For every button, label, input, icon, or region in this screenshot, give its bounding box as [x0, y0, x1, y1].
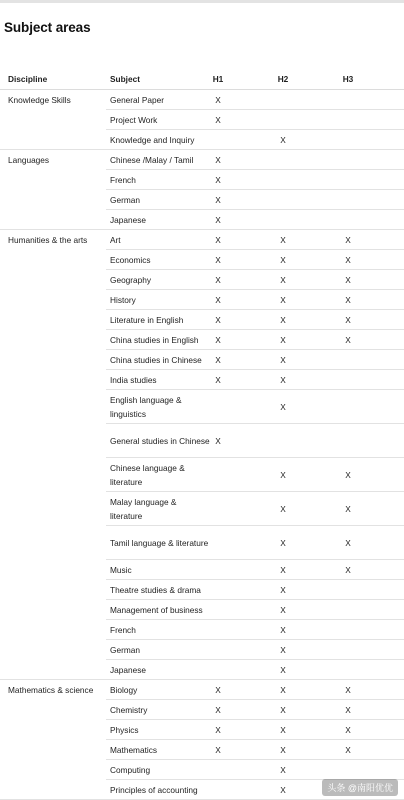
table-row — [0, 170, 404, 190]
h2-cell: X — [280, 645, 286, 655]
discipline-cell — [8, 600, 106, 620]
h2-cell: X — [280, 315, 286, 325]
table-row — [0, 250, 404, 270]
h1-cell — [212, 526, 224, 560]
discipline-cell — [8, 660, 106, 680]
h3-cell: X — [345, 685, 351, 695]
header-subject: Subject — [110, 73, 140, 84]
subject-cell: China studies in Chinese — [110, 355, 202, 365]
discipline-cell — [8, 250, 106, 270]
table-row — [0, 330, 404, 350]
table-row — [0, 580, 404, 600]
discipline-cell — [8, 580, 106, 600]
subject-cell: General studies in Chinese — [110, 436, 210, 446]
h1-cell — [212, 600, 224, 620]
discipline-cell — [8, 740, 106, 760]
h1-cell: X — [215, 436, 221, 446]
h1-cell: X — [215, 315, 221, 325]
subject-cell: Art — [110, 235, 121, 245]
subject-cell: French — [110, 625, 136, 635]
h2-cell: X — [280, 625, 286, 635]
h2-cell: X — [280, 705, 286, 715]
table-row — [0, 492, 404, 526]
discipline-cell — [8, 780, 106, 800]
discipline-cell — [8, 458, 106, 492]
subject-cell: Mathematics — [110, 745, 158, 755]
h3-cell — [342, 760, 354, 780]
table-row — [0, 150, 404, 170]
subject-cell: Chinese language & literature — [110, 463, 185, 487]
h1-cell — [212, 660, 224, 680]
h2-cell: X — [280, 275, 286, 285]
h3-cell — [342, 190, 354, 210]
table-row — [0, 620, 404, 640]
table-row — [0, 560, 404, 580]
discipline-cell — [8, 424, 106, 458]
table-row — [0, 660, 404, 680]
h3-cell: X — [345, 235, 351, 245]
h2-cell — [277, 150, 289, 170]
subject-cell: Chemistry — [110, 705, 148, 715]
h2-cell — [277, 210, 289, 230]
h1-cell: X — [215, 215, 221, 225]
h1-cell: X — [215, 335, 221, 345]
discipline-cell — [8, 110, 106, 130]
h2-cell — [277, 110, 289, 130]
h1-cell: X — [215, 355, 221, 365]
discipline-cell — [8, 210, 106, 230]
h3-cell — [342, 640, 354, 660]
h2-cell — [277, 170, 289, 190]
discipline-cell — [8, 310, 106, 330]
h3-cell: X — [345, 470, 351, 480]
h3-cell — [342, 210, 354, 230]
table-row — [0, 270, 404, 290]
h2-cell: X — [280, 765, 286, 775]
h2-cell: X — [280, 504, 286, 514]
subject-cell: Knowledge and Inquiry — [110, 135, 195, 145]
subject-cell: German — [110, 645, 140, 655]
discipline-cell — [8, 390, 106, 424]
subject-cell: Japanese — [110, 665, 146, 675]
h2-cell: X — [280, 402, 286, 412]
discipline-cell — [8, 350, 106, 370]
h2-cell: X — [280, 785, 286, 795]
h1-cell — [212, 492, 224, 526]
subject-cell: Computing — [110, 765, 151, 775]
subject-cell: India studies — [110, 375, 157, 385]
h3-cell — [342, 130, 354, 150]
table-row — [0, 700, 404, 720]
discipline-cell — [8, 190, 106, 210]
h1-cell: X — [215, 745, 221, 755]
subject-cell: French — [110, 175, 136, 185]
table-row — [0, 600, 404, 620]
h2-cell: X — [280, 585, 286, 595]
h1-cell: X — [215, 175, 221, 185]
h2-cell: X — [280, 235, 286, 245]
h2-cell: X — [280, 605, 286, 615]
discipline-cell: Knowledge Skills — [8, 95, 71, 105]
discipline-cell — [8, 370, 106, 390]
h3-cell: X — [345, 255, 351, 265]
h3-cell — [342, 90, 354, 110]
h1-cell — [212, 780, 224, 800]
h1-cell — [212, 580, 224, 600]
subject-cell: History — [110, 295, 136, 305]
h1-cell — [212, 760, 224, 780]
subject-cell: Music — [110, 565, 132, 575]
h1-cell — [212, 390, 224, 424]
subject-cell: Japanese — [110, 215, 146, 225]
watermark-badge: 头条 @南阳优优 — [322, 779, 398, 796]
discipline-cell: Languages — [8, 155, 50, 165]
table-row — [0, 720, 404, 740]
h2-cell: X — [280, 135, 286, 145]
table-row — [0, 110, 404, 130]
h3-cell — [342, 110, 354, 130]
header-h3: H3 — [342, 73, 354, 84]
subject-cell: Geography — [110, 275, 152, 285]
h3-cell — [342, 370, 354, 390]
table-row — [0, 390, 404, 424]
discipline-cell: Mathematics & science — [8, 685, 94, 695]
h3-cell — [342, 620, 354, 640]
header-h1: H1 — [212, 73, 224, 84]
subject-cell: Chinese /Malay / Tamil — [110, 155, 194, 165]
h1-cell: X — [215, 95, 221, 105]
subject-cell: Management of business — [110, 605, 203, 615]
table-row — [0, 90, 404, 110]
table-row — [0, 760, 404, 780]
h2-cell: X — [280, 295, 286, 305]
subject-cell: Physics — [110, 725, 139, 735]
h1-cell: X — [215, 725, 221, 735]
subject-cell: China studies in English — [110, 335, 199, 345]
h2-cell: X — [280, 255, 286, 265]
h2-cell: X — [280, 355, 286, 365]
discipline-cell — [8, 560, 106, 580]
h1-cell: X — [215, 235, 221, 245]
h3-cell: X — [345, 538, 351, 548]
h1-cell: X — [215, 685, 221, 695]
top-divider — [0, 0, 404, 3]
h3-cell — [342, 600, 354, 620]
table-row — [0, 424, 404, 458]
h3-cell — [342, 580, 354, 600]
h1-cell: X — [215, 255, 221, 265]
discipline-cell — [8, 492, 106, 526]
h2-cell — [277, 424, 289, 458]
subject-cell: Biology — [110, 685, 138, 695]
table-row — [0, 350, 404, 370]
header-discipline: Discipline — [8, 73, 48, 84]
table-row — [0, 458, 404, 492]
h2-cell: X — [280, 665, 286, 675]
table-row — [0, 740, 404, 760]
subject-cell: English language & linguistics — [110, 395, 182, 419]
h3-cell — [342, 390, 354, 424]
h1-cell: X — [215, 155, 221, 165]
table-body — [0, 90, 404, 800]
h3-cell: X — [345, 504, 351, 514]
h2-cell: X — [280, 375, 286, 385]
h1-cell — [212, 560, 224, 580]
discipline-cell — [8, 720, 106, 740]
h3-cell — [342, 660, 354, 680]
subject-cell: Principles of accounting — [110, 785, 198, 795]
table-row — [0, 310, 404, 330]
h1-cell — [212, 640, 224, 660]
table-row — [0, 290, 404, 310]
discipline-cell — [8, 130, 106, 150]
h3-cell: X — [345, 315, 351, 325]
discipline-cell — [8, 620, 106, 640]
table-row — [0, 230, 404, 250]
subject-cell: Malay language & literature — [110, 497, 177, 521]
subject-cell: Theatre studies & drama — [110, 585, 201, 595]
h2-cell: X — [280, 538, 286, 548]
table-row — [0, 210, 404, 230]
h1-cell: X — [215, 115, 221, 125]
subject-cell: German — [110, 195, 140, 205]
subject-cell: Economics — [110, 255, 151, 265]
h3-cell: X — [345, 275, 351, 285]
discipline-cell — [8, 170, 106, 190]
discipline-cell — [8, 760, 106, 780]
h3-cell: X — [345, 705, 351, 715]
h1-cell — [212, 130, 224, 150]
h3-cell: X — [345, 295, 351, 305]
subject-cell: Literature in English — [110, 315, 184, 325]
h2-cell — [277, 190, 289, 210]
h1-cell: X — [215, 375, 221, 385]
h3-cell: X — [345, 745, 351, 755]
page-title: Subject areas — [4, 20, 91, 35]
h2-cell: X — [280, 685, 286, 695]
h3-cell: X — [345, 335, 351, 345]
table-row — [0, 130, 404, 150]
h3-cell — [342, 424, 354, 458]
discipline-cell — [8, 270, 106, 290]
subject-cell: Tamil language & literature — [110, 538, 209, 548]
h1-cell: X — [215, 295, 221, 305]
table-row — [0, 370, 404, 390]
h3-cell — [342, 350, 354, 370]
h3-cell: X — [345, 565, 351, 575]
h1-cell: X — [215, 195, 221, 205]
h2-cell: X — [280, 335, 286, 345]
subject-table — [0, 68, 404, 800]
h1-cell: X — [215, 275, 221, 285]
table-row — [0, 190, 404, 210]
h3-cell: X — [345, 725, 351, 735]
h2-cell: X — [280, 725, 286, 735]
h1-cell — [212, 620, 224, 640]
discipline-cell: Humanities & the arts — [8, 235, 88, 245]
h2-cell: X — [280, 470, 286, 480]
discipline-cell — [8, 700, 106, 720]
h2-cell: X — [280, 565, 286, 575]
table-header-row — [0, 68, 404, 90]
h1-cell: X — [215, 705, 221, 715]
table-row — [0, 526, 404, 560]
h3-cell — [342, 150, 354, 170]
h3-cell — [342, 170, 354, 190]
table-row — [0, 680, 404, 700]
h2-cell — [277, 90, 289, 110]
discipline-cell — [8, 640, 106, 660]
discipline-cell — [8, 330, 106, 350]
discipline-cell — [8, 526, 106, 560]
h1-cell — [212, 458, 224, 492]
subject-cell: Project Work — [110, 115, 158, 125]
subject-cell: General Paper — [110, 95, 164, 105]
table-row — [0, 640, 404, 660]
header-h2: H2 — [277, 73, 289, 84]
discipline-cell — [8, 290, 106, 310]
h2-cell: X — [280, 745, 286, 755]
